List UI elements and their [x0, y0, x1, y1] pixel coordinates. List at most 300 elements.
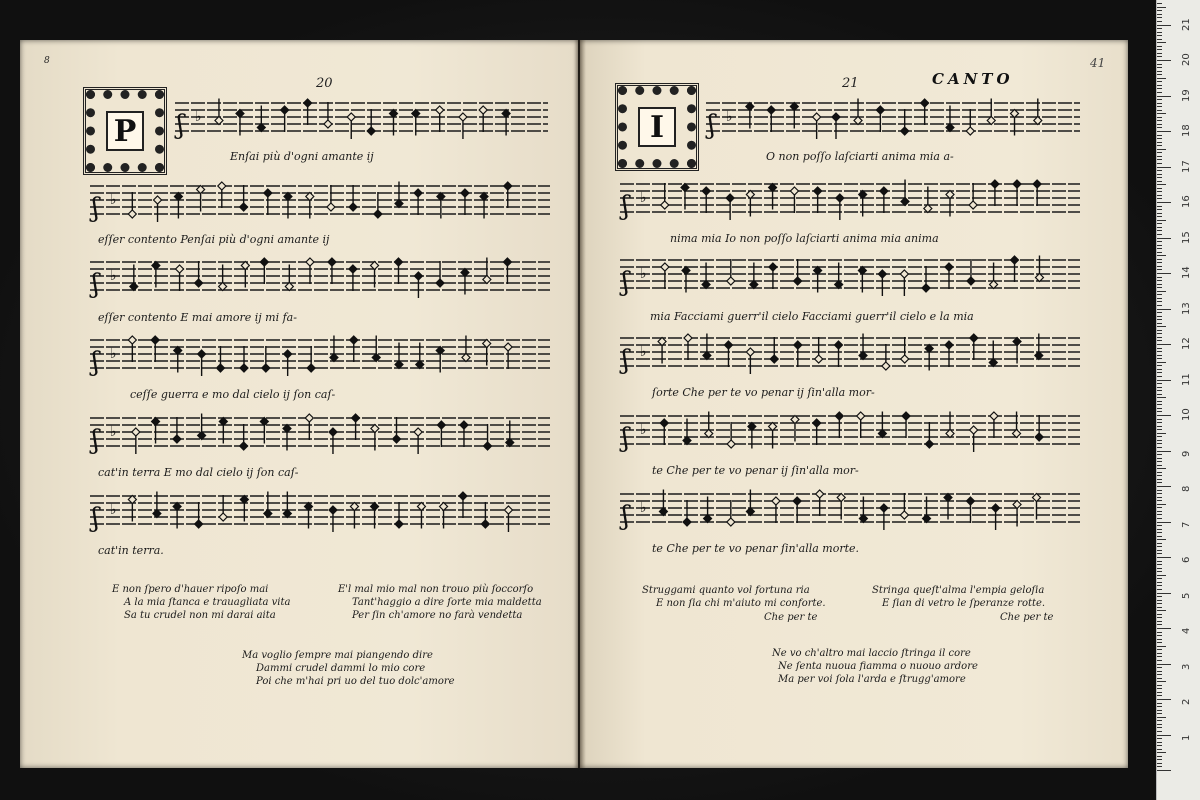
- note-head: [990, 412, 998, 420]
- ruler-tick: [1157, 135, 1162, 136]
- ruler-tick: [1157, 96, 1171, 97]
- note-head: [900, 511, 908, 519]
- lyric-line: Enſai più d'ogni amante ij: [230, 150, 374, 163]
- ruler-tick: [1157, 582, 1162, 583]
- note-head: [966, 127, 974, 135]
- ruler-tick: [1157, 53, 1162, 54]
- flat-symbol: ♭: [110, 192, 117, 208]
- note-head: [746, 348, 754, 356]
- note-head: [284, 350, 292, 358]
- ruler-tick: [1157, 245, 1162, 246]
- ruler-tick: [1157, 49, 1162, 50]
- note-head: [966, 497, 974, 505]
- ruler-label: 18: [1181, 124, 1192, 137]
- clef-symbol: ʃ: [92, 425, 100, 455]
- ruler-tick: [1157, 500, 1162, 501]
- ruler-tick: [1157, 67, 1162, 68]
- staff: [90, 178, 550, 228]
- note-head: [902, 412, 910, 420]
- ruler-tick: [1157, 191, 1162, 192]
- ruler-tick: [1157, 404, 1162, 405]
- ruler-tick: [1157, 81, 1162, 82]
- staff: [90, 332, 550, 382]
- ruler-tick: [1157, 667, 1162, 668]
- ruler-tick: [1157, 323, 1162, 324]
- verse-line: Ma per voi ſola l'arda e ſtrugg'amore: [778, 674, 966, 685]
- ruler-tick: [1157, 646, 1166, 647]
- ruler-tick: [1157, 511, 1162, 512]
- clef-symbol: ʃ: [622, 267, 630, 297]
- note-head: [437, 421, 445, 429]
- note-head: [350, 336, 358, 344]
- ruler-tick: [1157, 443, 1162, 444]
- note-head: [460, 421, 468, 429]
- ruler-tick: [1157, 294, 1162, 295]
- flat-symbol: ♭: [640, 190, 647, 206]
- clef-symbol: ʃ: [177, 110, 185, 140]
- ruler-tick: [1157, 756, 1162, 757]
- note-head: [260, 258, 268, 266]
- note-head: [702, 187, 710, 195]
- note-head: [767, 106, 775, 114]
- ruler-tick: [1157, 216, 1162, 217]
- ruler-tick: [1157, 614, 1162, 615]
- note-head: [198, 350, 206, 358]
- note-head: [504, 343, 512, 351]
- clef-symbol: ʃ: [92, 269, 100, 299]
- ruler-tick: [1157, 422, 1162, 423]
- note-head: [684, 334, 692, 342]
- ruler-tick: [1157, 333, 1162, 334]
- ruler-tick: [1157, 358, 1162, 359]
- lyric-line: nima mia Io non poſſo laſciarti anima mia anima: [670, 232, 939, 245]
- ruler-tick: [1157, 433, 1166, 434]
- ruler-tick: [1157, 35, 1162, 36]
- ruler-tick: [1157, 92, 1162, 93]
- ruler-tick: [1157, 568, 1162, 569]
- refrain-label: Che per te: [1000, 612, 1054, 623]
- verse-line: E non ſia chi m'aiuto mi conforte.: [656, 598, 826, 609]
- note-head: [878, 270, 886, 278]
- note-head: [880, 187, 888, 195]
- note-head: [459, 492, 467, 500]
- ruler-label: 7: [1181, 521, 1192, 528]
- verse-stanza-2: [872, 584, 1045, 610]
- ruler-tick: [1157, 106, 1162, 107]
- staff: [706, 95, 1080, 145]
- note-head: [900, 270, 908, 278]
- ruler-tick: [1157, 461, 1162, 462]
- note-head: [479, 106, 487, 114]
- ruler-tick: [1157, 60, 1171, 61]
- note-head: [925, 440, 933, 448]
- ruler-tick: [1157, 724, 1162, 725]
- staff: [620, 252, 1080, 302]
- verse-line: Ma voglio ſempre mai piangendo dire: [242, 650, 433, 661]
- note-head: [727, 518, 735, 526]
- folio-number: 41: [1090, 56, 1106, 70]
- flat-symbol: ♭: [726, 109, 733, 125]
- note-head: [307, 364, 315, 372]
- ruler-label: 16: [1181, 195, 1192, 208]
- note-head: [329, 506, 337, 514]
- ruler-tick: [1157, 127, 1162, 128]
- lyric-line: te Che per te vo penar ſin'alla morte.: [652, 542, 860, 555]
- book-gutter: [574, 40, 586, 768]
- note-head: [835, 341, 843, 349]
- ruler-tick: [1157, 671, 1162, 672]
- ruler-tick: [1157, 507, 1162, 508]
- ruler-tick: [1157, 717, 1166, 718]
- note-head: [793, 497, 801, 505]
- ruler-tick: [1157, 426, 1162, 427]
- verse-line: Ne vo ch'altro mai laccio ſtringa il core: [772, 648, 971, 659]
- ruler-tick: [1157, 532, 1162, 533]
- ruler-tick: [1157, 348, 1162, 349]
- ruler-tick: [1157, 735, 1171, 736]
- verse-line: Tant'haggio a dire ſorte mia maldetta: [352, 597, 542, 608]
- ruler-tick: [1157, 198, 1162, 199]
- note-head: [352, 414, 360, 422]
- note-head: [814, 187, 822, 195]
- ruler-tick: [1157, 230, 1162, 231]
- ruler-tick: [1157, 411, 1162, 412]
- note-head: [992, 504, 1000, 512]
- ruler-label: 20: [1181, 53, 1192, 66]
- note-head: [1011, 256, 1019, 264]
- verse-line: Dammi crudel dammi lo mio core: [256, 663, 426, 674]
- clef-symbol: ʃ: [92, 193, 100, 223]
- ruler-tick: [1157, 482, 1162, 483]
- ruler-tick: [1157, 692, 1162, 693]
- note-head: [815, 355, 823, 363]
- note-head: [262, 364, 270, 372]
- ruler-tick: [1157, 152, 1162, 153]
- ruler-label: 6: [1181, 556, 1192, 563]
- ruler-label: 21: [1181, 17, 1192, 31]
- note-head: [967, 277, 975, 285]
- note-head: [240, 442, 248, 450]
- ruler-tick: [1157, 617, 1162, 618]
- ruler-tick: [1157, 316, 1162, 317]
- decorated-initial: [618, 86, 696, 168]
- ruler-tick: [1157, 277, 1162, 278]
- clef-symbol: ʃ: [92, 503, 100, 533]
- ruler-tick: [1157, 110, 1162, 111]
- ruler-tick: [1157, 380, 1171, 381]
- note-head: [414, 189, 422, 197]
- verse-line: Per ſin ch'amore no farà vendetta: [352, 610, 523, 621]
- clef-symbol: ʃ: [622, 423, 630, 453]
- note-head: [660, 419, 668, 427]
- ruler-tick: [1157, 699, 1171, 700]
- ruler-tick: [1157, 504, 1166, 505]
- verse-stanza-2: [338, 583, 542, 622]
- ruler-tick: [1157, 770, 1171, 771]
- note-head: [393, 435, 401, 443]
- ruler-tick: [1157, 156, 1162, 157]
- note-head: [727, 277, 735, 285]
- ruler-tick: [1157, 749, 1162, 750]
- ruler-tick: [1157, 578, 1162, 579]
- part-header: CANTO: [932, 70, 1014, 88]
- verse-line: Ne ſenta nuoua fiamma o nuouo ardore: [778, 661, 978, 672]
- ruler-label: 8: [1181, 485, 1192, 492]
- ruler-tick: [1157, 174, 1162, 175]
- ruler-tick: [1157, 522, 1171, 523]
- lyric-line: cat'in terra E mo dal cielo ij ſon caſ-: [98, 466, 299, 479]
- note-head: [882, 362, 890, 370]
- ruler-tick: [1157, 451, 1171, 452]
- ruler-tick: [1157, 312, 1162, 313]
- ruler-tick: [1157, 124, 1162, 125]
- note-head: [794, 341, 802, 349]
- staff: [90, 410, 550, 460]
- ruler-tick: [1157, 536, 1162, 537]
- ruler-tick: [1157, 287, 1162, 288]
- ruler-tick: [1157, 326, 1166, 327]
- ruler-tick: [1157, 362, 1166, 363]
- measuring-ruler: [1156, 0, 1200, 800]
- ruler-tick: [1157, 585, 1162, 586]
- lyric-line: ſorte Che per te vo penar ij ſin'alla mor-: [652, 386, 875, 399]
- ruler-tick: [1157, 394, 1162, 395]
- ruler-tick: [1157, 649, 1162, 650]
- ruler-tick: [1157, 85, 1162, 86]
- verse-stanza-1: [642, 584, 826, 610]
- left-page: [20, 40, 578, 768]
- ruler-tick: [1157, 479, 1162, 480]
- ruler-tick: [1157, 369, 1162, 370]
- ruler-tick: [1157, 706, 1162, 707]
- lyric-line: ceſſe guerra e mo dal cielo ij ſon caſ-: [130, 388, 336, 401]
- clef-symbol: ʃ: [92, 347, 100, 377]
- ruler-tick: [1157, 383, 1162, 384]
- ruler-tick: [1157, 447, 1162, 448]
- ruler-tick: [1157, 184, 1166, 185]
- note-head: [304, 99, 312, 107]
- ruler-tick: [1157, 557, 1171, 558]
- ruler-tick: [1157, 607, 1162, 608]
- right-page: [580, 40, 1128, 768]
- note-head: [661, 263, 669, 271]
- note-head: [218, 182, 226, 190]
- ruler-tick: [1157, 252, 1162, 253]
- note-head: [176, 265, 184, 273]
- verse-line: Stringa queſt'alma l'empia geloſia: [872, 585, 1045, 596]
- note-head: [481, 520, 489, 528]
- ruler-tick: [1157, 309, 1171, 310]
- verse-line: Sa tu crudel non mi darai aita: [124, 610, 276, 621]
- note-head: [306, 258, 314, 266]
- ruler-tick: [1157, 589, 1162, 590]
- verse-line: E non ſpero d'hauer ripoſo mai: [112, 584, 269, 595]
- ruler-tick: [1157, 74, 1162, 75]
- ruler-tick: [1157, 241, 1162, 242]
- ruler-label: 19: [1181, 88, 1192, 102]
- ruler-tick: [1157, 170, 1162, 171]
- verse-stanza-3: [242, 649, 455, 688]
- ruler-tick: [1157, 195, 1162, 196]
- ruler-tick: [1157, 653, 1162, 654]
- note-head: [1033, 180, 1041, 188]
- ruler-tick: [1157, 138, 1162, 139]
- ruler-tick: [1157, 465, 1162, 466]
- staff: [620, 486, 1080, 536]
- note-head: [461, 189, 469, 197]
- ruler-tick: [1157, 376, 1162, 377]
- ruler-tick: [1157, 752, 1166, 753]
- note-head: [173, 435, 181, 443]
- ruler-tick: [1157, 56, 1162, 57]
- ruler-tick: [1157, 681, 1166, 682]
- ruler-tick: [1157, 553, 1162, 554]
- note-head: [813, 113, 821, 121]
- ruler-tick: [1157, 269, 1162, 270]
- ruler-tick: [1157, 678, 1162, 679]
- note-head: [969, 201, 977, 209]
- ruler-tick: [1157, 28, 1162, 29]
- ruler-tick: [1157, 305, 1162, 306]
- ruler-tick: [1157, 759, 1162, 760]
- ruler-label: 5: [1181, 592, 1192, 599]
- ruler-tick: [1157, 688, 1162, 689]
- ruler-tick: [1157, 273, 1171, 274]
- flat-symbol: ♭: [110, 268, 117, 284]
- note-head: [436, 279, 444, 287]
- ruler-label: 9: [1181, 450, 1192, 457]
- note-head: [794, 277, 802, 285]
- note-head: [414, 428, 422, 436]
- ruler-tick: [1157, 546, 1162, 547]
- note-head: [128, 336, 136, 344]
- lyric-line: eſſer contento E mai amore ij mi fa-: [98, 311, 297, 324]
- ruler-tick: [1157, 656, 1162, 657]
- ruler-tick: [1157, 227, 1162, 228]
- note-head: [724, 341, 732, 349]
- note-head: [324, 120, 332, 128]
- staff: [175, 95, 548, 145]
- ruler-tick: [1157, 344, 1171, 345]
- ruler-tick: [1157, 25, 1171, 26]
- ruler-label: 13: [1181, 301, 1192, 315]
- ruler-tick: [1157, 763, 1162, 764]
- ruler-tick: [1157, 145, 1162, 146]
- note-head: [727, 440, 735, 448]
- ruler-tick: [1157, 600, 1162, 601]
- verse-stanza-3: [772, 647, 978, 686]
- clef-symbol: ʃ: [708, 110, 716, 140]
- ruler-tick: [1157, 71, 1162, 72]
- ruler-tick: [1157, 564, 1162, 565]
- ruler-tick: [1157, 181, 1162, 182]
- ruler-tick: [1157, 674, 1162, 675]
- note-head: [876, 106, 884, 114]
- ruler-tick: [1157, 429, 1162, 430]
- ruler-tick: [1157, 387, 1162, 388]
- flat-symbol: ♭: [640, 500, 647, 516]
- note-head: [459, 113, 467, 121]
- ruler-tick: [1157, 713, 1162, 714]
- ruler-tick: [1157, 440, 1162, 441]
- corner-mark: 8: [44, 56, 50, 66]
- note-head: [414, 272, 422, 280]
- ruler-tick: [1157, 745, 1162, 746]
- ruler-label: 3: [1181, 663, 1192, 670]
- ruler-tick: [1157, 408, 1162, 409]
- flat-symbol: ♭: [640, 344, 647, 360]
- ruler-tick: [1157, 365, 1162, 366]
- note-head: [329, 428, 337, 436]
- staff: [620, 330, 1080, 380]
- ruler-tick: [1157, 635, 1162, 636]
- ruler-tick: [1157, 291, 1166, 292]
- ruler-tick: [1157, 88, 1162, 89]
- ruler-tick: [1157, 202, 1171, 203]
- note-head: [484, 442, 492, 450]
- ruler-tick: [1157, 32, 1162, 33]
- note-head: [832, 113, 840, 121]
- ruler-tick: [1157, 727, 1162, 728]
- initial-letter: P: [106, 111, 144, 151]
- ruler-label: 17: [1181, 159, 1192, 173]
- flat-symbol: ♭: [110, 424, 117, 440]
- ruler-label: 15: [1181, 230, 1192, 244]
- ruler-tick: [1157, 632, 1162, 633]
- ruler-tick: [1157, 7, 1166, 8]
- ruler-tick: [1157, 234, 1162, 235]
- verse-line: E ſian di vetro le ſperanze rotte.: [882, 598, 1046, 609]
- note-head: [769, 263, 777, 271]
- note-head: [281, 106, 289, 114]
- note-head: [970, 426, 978, 434]
- ruler-tick: [1157, 624, 1162, 625]
- ruler-tick: [1157, 117, 1162, 118]
- note-head: [216, 364, 224, 372]
- ruler-tick: [1157, 220, 1166, 221]
- note-head: [395, 520, 403, 528]
- note-head: [305, 414, 313, 422]
- ruler-tick: [1157, 628, 1171, 629]
- ruler-tick: [1157, 17, 1162, 18]
- note-head: [1013, 180, 1021, 188]
- ruler-tick: [1157, 621, 1162, 622]
- note-head: [436, 106, 444, 114]
- ruler-tick: [1157, 738, 1162, 739]
- ruler-tick: [1157, 550, 1162, 551]
- verse-line: Struggami quanto vol fortuna ria: [642, 585, 810, 596]
- note-head: [347, 113, 355, 121]
- ruler-tick: [1157, 337, 1162, 338]
- note-head: [195, 279, 203, 287]
- verse-line: E'l mal mio mal non trouo più ſoccorſo: [338, 584, 534, 595]
- note-head: [219, 513, 227, 521]
- ruler-tick: [1157, 695, 1162, 696]
- ruler-tick: [1157, 39, 1162, 40]
- ruler-tick: [1157, 255, 1166, 256]
- flat-symbol: ♭: [110, 346, 117, 362]
- ruler-tick: [1157, 14, 1162, 15]
- ruler-label: 1: [1181, 734, 1192, 741]
- clef-symbol: ʃ: [622, 191, 630, 221]
- ruler-label: 2: [1181, 698, 1192, 705]
- ruler-tick: [1157, 262, 1162, 263]
- lyric-line: te Che per te vo penar ij ſin'alla mor-: [652, 464, 859, 477]
- ruler-tick: [1157, 486, 1171, 487]
- note-head: [349, 265, 357, 273]
- ruler-tick: [1157, 593, 1171, 594]
- ruler-tick: [1157, 149, 1166, 150]
